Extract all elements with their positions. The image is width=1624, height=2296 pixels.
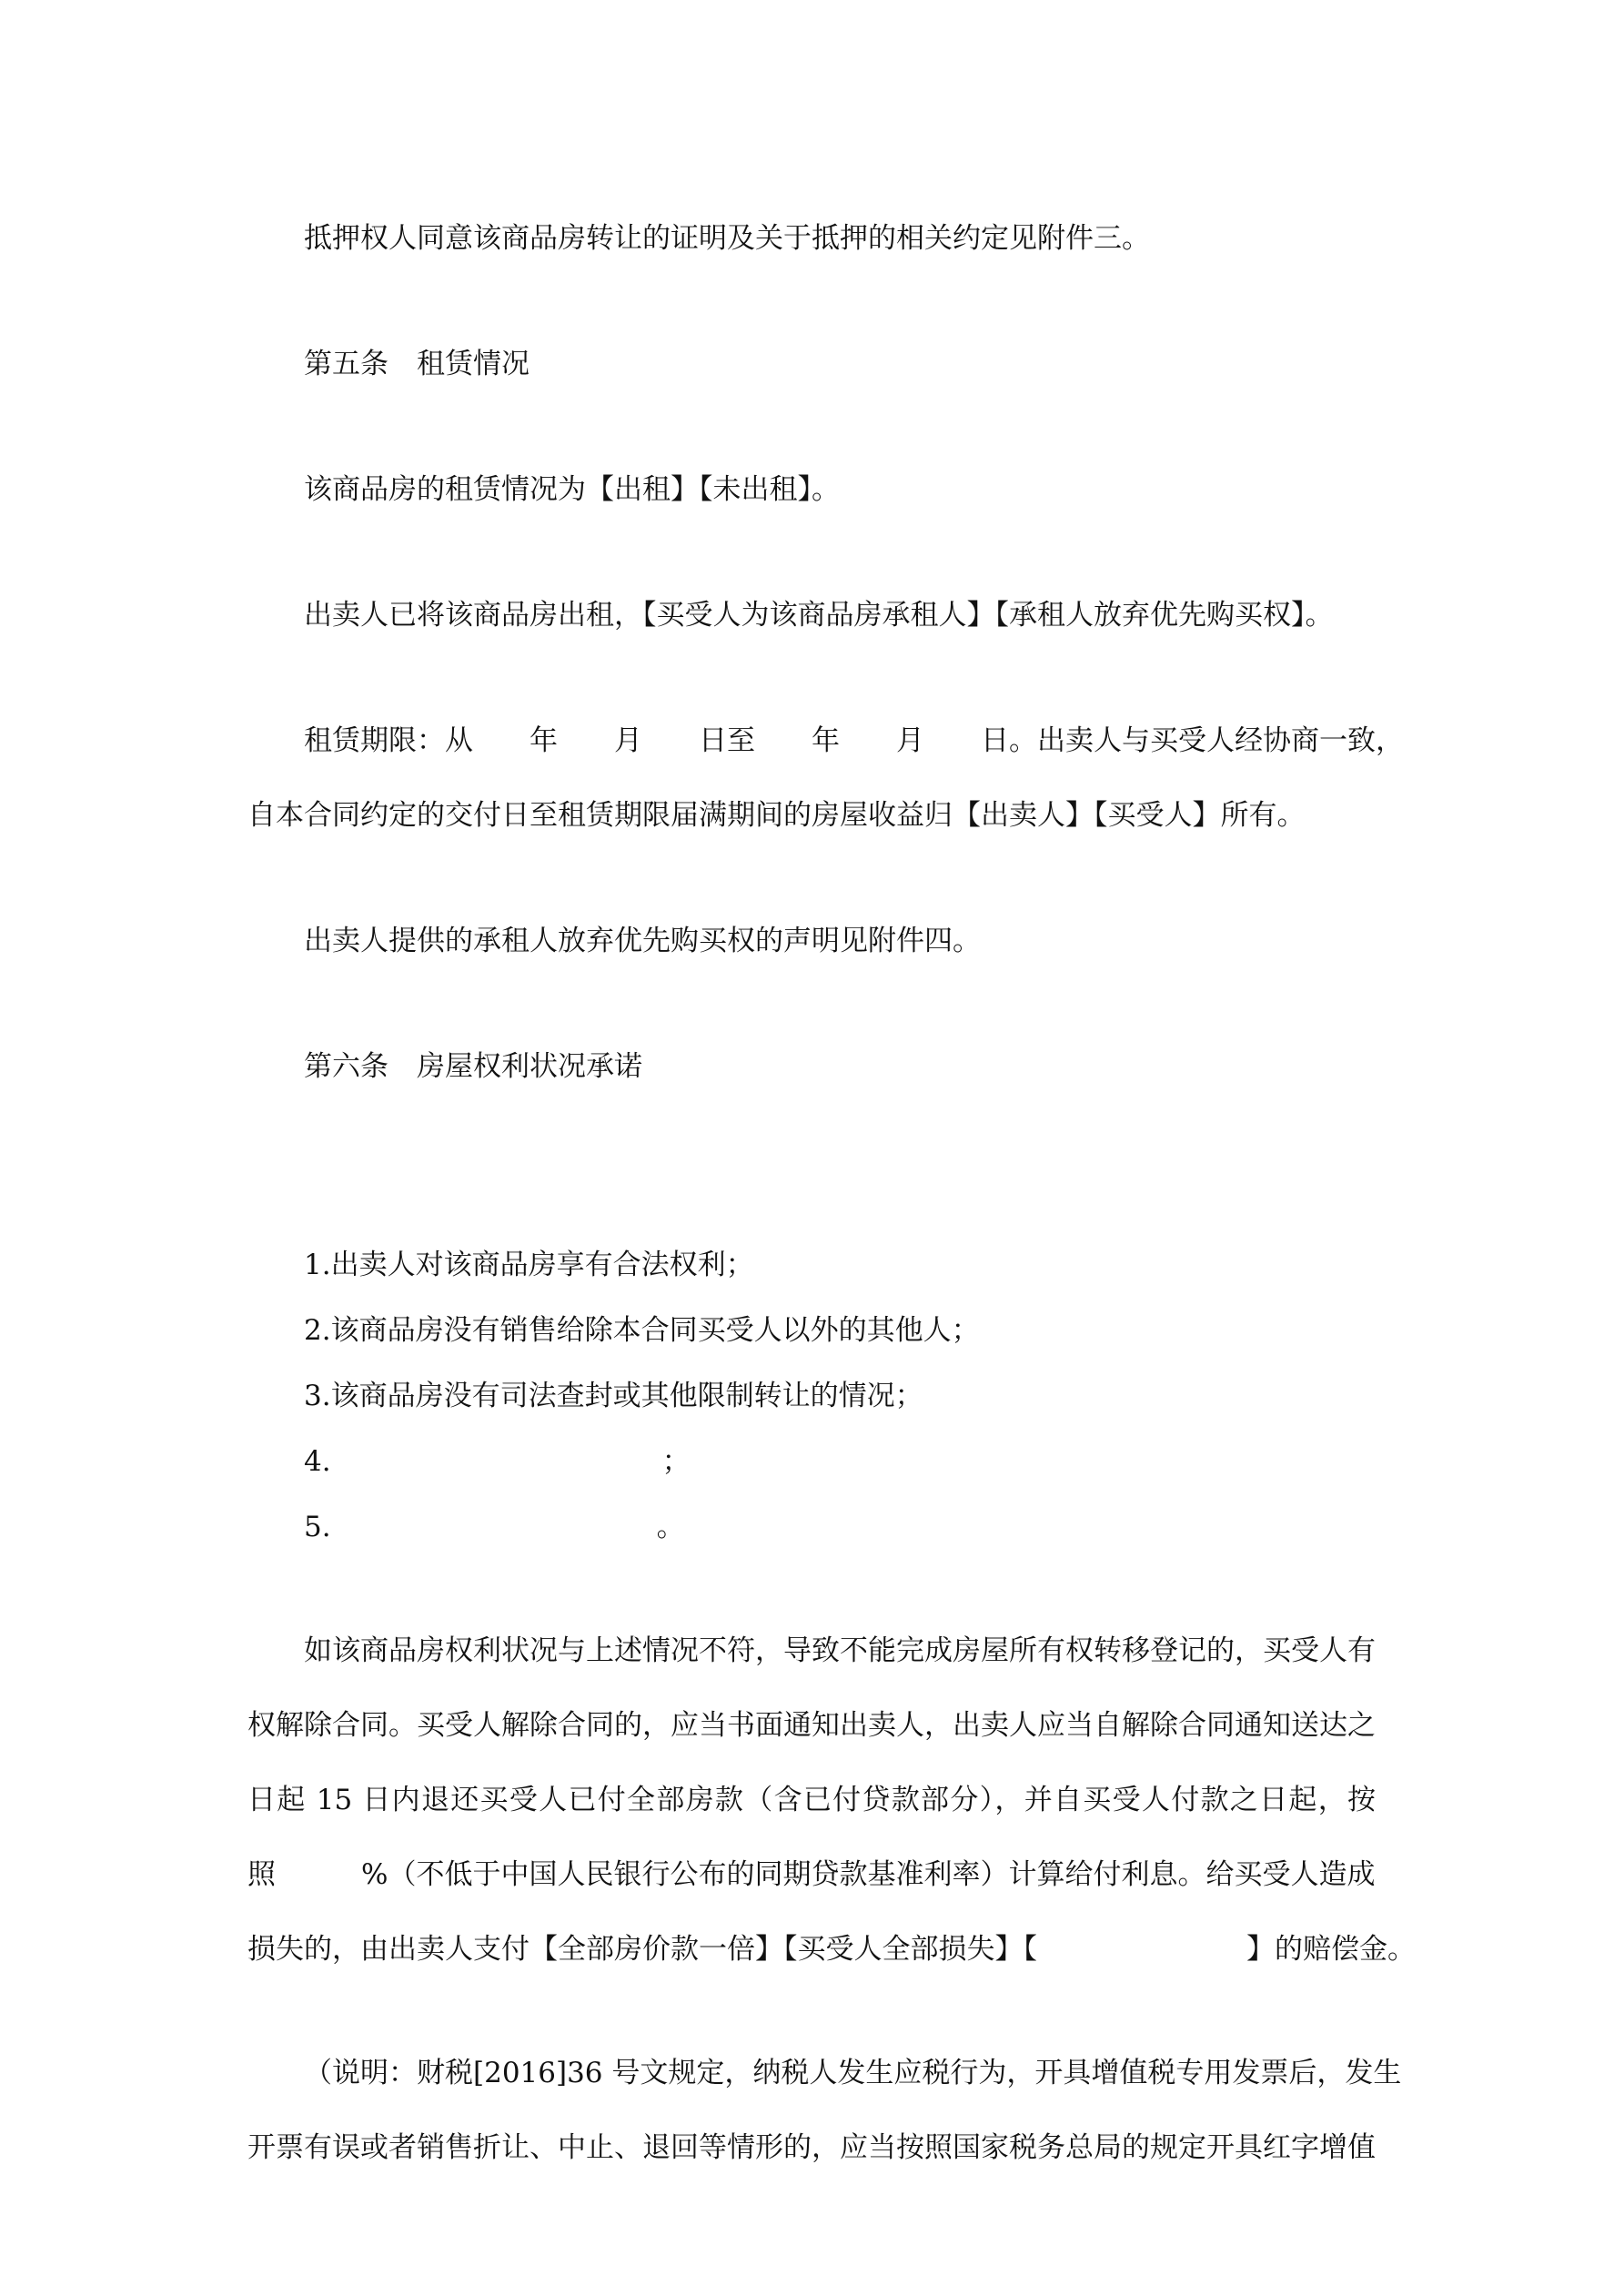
list-item-5-number: 5. <box>304 1511 331 1543</box>
lease-year-1: 年 <box>530 724 558 757</box>
list-item-3: 3.该商品房没有司法查封或其他限制转让的情况； <box>304 1380 923 1412</box>
paragraph-mortgage-consent: 抵押权人同意该商品房转让的证明及关于抵押的相关约定见附件三。 <box>304 222 1150 255</box>
mismatch-line-5 <box>247 1931 1416 1967</box>
list-item-4-end: ； <box>661 1445 691 1478</box>
mismatch-line-1: 如该商品房权利状况与上述情况不符，导致不能完成房屋所有权转移登记的，买受人有 <box>304 1634 1376 1667</box>
note-line-2: 开票有误或者销售折让、中止、退回等情形的，应当按照国家税务总局的规定开具红字增值 <box>247 2131 1376 2164</box>
article-6-heading: 第六条 房屋权利状况承诺 <box>304 1050 642 1083</box>
lease-month-2: 月 <box>896 724 924 757</box>
paragraph-waiver: 出卖人提供的承租人放弃优先购买权的声明见附件四。 <box>304 925 981 957</box>
lease-label: 租赁期限：从 <box>304 724 473 757</box>
mismatch-line-4 <box>247 1856 1375 1893</box>
paragraph-rent-status: 该商品房的租赁情况为【出租】【未出租】。 <box>304 473 840 506</box>
paragraph-rented: 出卖人已将该商品房出租，【买受人为该商品房承租人】【承租人放弃优先购买权】。 <box>304 599 1334 632</box>
list-item-2: 2.该商品房没有销售给除本合同买受人以外的其他人； <box>304 1314 980 1347</box>
mismatch-line-4-rest: %（不低于中国人民银行公布的同期贷款基准利率）计算给付利息。给买受人造成 <box>361 1858 1376 1891</box>
list-item-4 <box>304 1443 691 1480</box>
list-item-1: 1.出卖人对该商品房享有合法权利； <box>304 1249 754 1281</box>
list-item-5 <box>304 1509 685 1545</box>
lease-term-line <box>304 723 1404 759</box>
list-item-4-number: 4. <box>304 1445 331 1478</box>
lease-year-2: 年 <box>812 724 840 757</box>
lease-day-1: 日至 <box>699 724 755 757</box>
note-line-1: （说明：财税[2016]36 号文规定，纳税人发生应税行为，开具增值税专用发票后，发生 <box>304 2057 1402 2089</box>
mismatch-line-3: 日起 15 日内退还买受人已付全部房款（含已付贷款部分），并自买受人付款之日起，按 <box>247 1784 1376 1816</box>
mismatch-line-5-start: 损失的，由出卖人支付【全部房价款一倍】【买受人全部损失】【 <box>247 1933 1037 1966</box>
mismatch-line-2: 权解除合同。买受人解除合同的，应当书面通知出卖人，出卖人应当自解除合同通知送达之 <box>247 1709 1376 1742</box>
list-item-5-end: 。 <box>656 1511 685 1543</box>
lease-rest: 日。出卖人与买受人经协商一致， <box>981 724 1404 757</box>
lease-month-1: 月 <box>614 724 642 757</box>
article-5-heading: 第五条 租赁情况 <box>304 348 530 380</box>
mismatch-line-4-start: 照 <box>247 1858 276 1891</box>
lease-term-line-2: 自本合同约定的交付日至租赁期限届满期间的房屋收益归【出卖人】【买受人】所有。 <box>247 799 1306 832</box>
mismatch-line-5-end: 】的赔偿金。 <box>1246 1933 1416 1966</box>
